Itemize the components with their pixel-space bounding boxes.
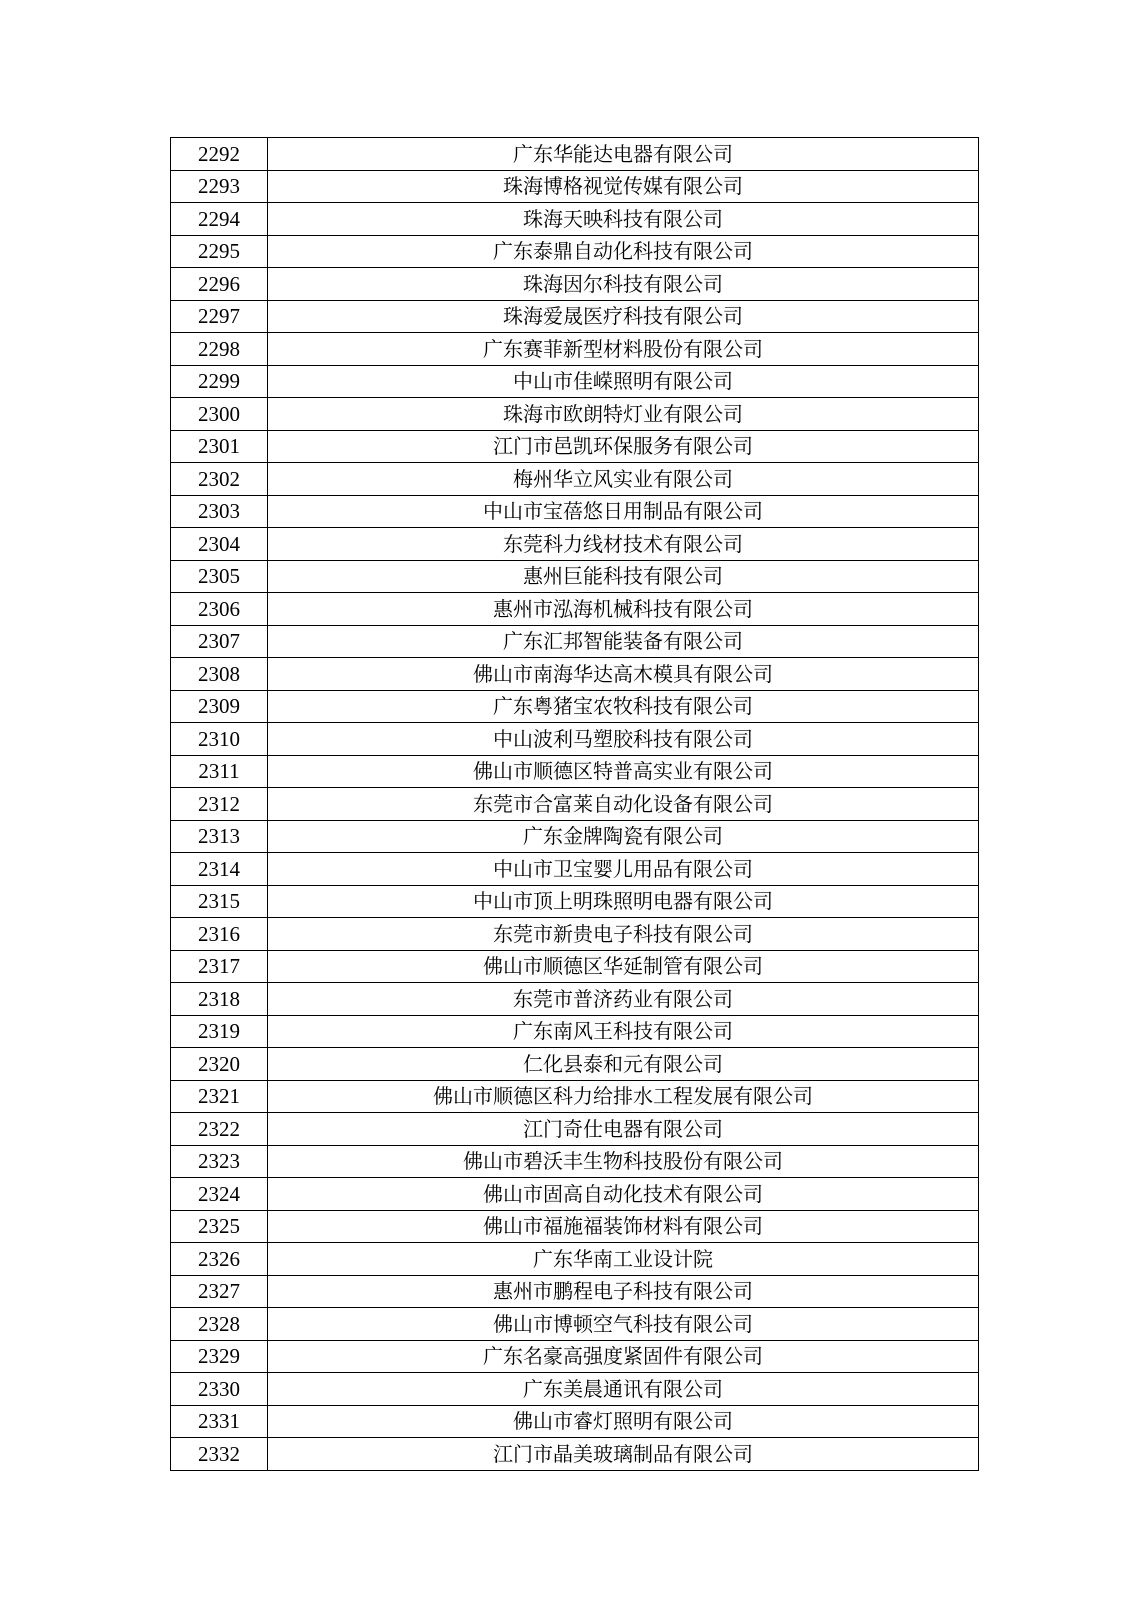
table-row [171, 1308, 979, 1341]
company-name-cell: 东莞市新贵电子科技有限公司 [268, 918, 979, 951]
company-name-cell: 江门奇仕电器有限公司 [268, 1113, 979, 1146]
company-name-cell: 珠海因尔科技有限公司 [268, 268, 979, 301]
company-name-cell: 广东南风王科技有限公司 [268, 1015, 979, 1048]
company-name-cell: 惠州巨能科技有限公司 [268, 560, 979, 593]
table-row [171, 333, 979, 366]
company-name-cell: 佛山市固高自动化技术有限公司 [268, 1178, 979, 1211]
company-name-cell: 广东美晨通讯有限公司 [268, 1373, 979, 1406]
company-name-cell: 佛山市顺德区特普高实业有限公司 [268, 755, 979, 788]
row-number-cell: 2294 [171, 203, 268, 236]
company-name-cell: 江门市晶美玻璃制品有限公司 [268, 1438, 979, 1471]
table-row [171, 560, 979, 593]
company-name-cell: 中山波利马塑胶科技有限公司 [268, 723, 979, 756]
table-row [171, 658, 979, 691]
table-row [171, 820, 979, 853]
company-name-cell: 东莞科力线材技术有限公司 [268, 528, 979, 561]
table-row [171, 1438, 979, 1471]
row-number-cell: 2306 [171, 593, 268, 626]
table-row [171, 950, 979, 983]
company-name-cell: 中山市卫宝婴儿用品有限公司 [268, 853, 979, 886]
row-number-cell: 2317 [171, 950, 268, 983]
company-name-cell: 珠海天映科技有限公司 [268, 203, 979, 236]
table-row [171, 1015, 979, 1048]
company-name-cell: 中山市宝蓓悠日用制品有限公司 [268, 495, 979, 528]
table-row [171, 690, 979, 723]
company-name-cell: 珠海博格视觉传媒有限公司 [268, 170, 979, 203]
row-number-cell: 2332 [171, 1438, 268, 1471]
company-name-cell: 中山市佳嵘照明有限公司 [268, 365, 979, 398]
row-number-cell: 2331 [171, 1405, 268, 1438]
table-row [171, 723, 979, 756]
row-number-cell: 2329 [171, 1340, 268, 1373]
row-number-cell: 2307 [171, 625, 268, 658]
table-row [171, 365, 979, 398]
row-number-cell: 2322 [171, 1113, 268, 1146]
row-number-cell: 2315 [171, 885, 268, 918]
row-number-cell: 2298 [171, 333, 268, 366]
company-name-cell: 东莞市普济药业有限公司 [268, 983, 979, 1016]
company-name-cell: 惠州市鹏程电子科技有限公司 [268, 1275, 979, 1308]
table-row [171, 430, 979, 463]
table-row [171, 1243, 979, 1276]
table-row [171, 235, 979, 268]
row-number-cell: 2305 [171, 560, 268, 593]
company-name-cell: 广东赛菲新型材料股份有限公司 [268, 333, 979, 366]
table-row [171, 788, 979, 821]
row-number-cell: 2330 [171, 1373, 268, 1406]
row-number-cell: 2311 [171, 755, 268, 788]
table-row [171, 1210, 979, 1243]
company-name-cell: 珠海爱晟医疗科技有限公司 [268, 300, 979, 333]
row-number-cell: 2328 [171, 1308, 268, 1341]
company-name-cell: 江门市邑凯环保服务有限公司 [268, 430, 979, 463]
table-row [171, 1405, 979, 1438]
table-row [171, 528, 979, 561]
table-row [171, 1340, 979, 1373]
company-name-cell: 广东泰鼎自动化科技有限公司 [268, 235, 979, 268]
row-number-cell: 2292 [171, 138, 268, 171]
row-number-cell: 2297 [171, 300, 268, 333]
company-list-table [170, 137, 979, 1471]
table-row [171, 1178, 979, 1211]
table-row [171, 300, 979, 333]
row-number-cell: 2318 [171, 983, 268, 1016]
table-row [171, 268, 979, 301]
row-number-cell: 2321 [171, 1080, 268, 1113]
table-row [171, 170, 979, 203]
table-row [171, 203, 979, 236]
company-name-cell: 广东华能达电器有限公司 [268, 138, 979, 171]
company-name-cell: 佛山市睿灯照明有限公司 [268, 1405, 979, 1438]
row-number-cell: 2296 [171, 268, 268, 301]
row-number-cell: 2312 [171, 788, 268, 821]
table-row [171, 1080, 979, 1113]
company-name-cell: 珠海市欧朗特灯业有限公司 [268, 398, 979, 431]
company-name-cell: 佛山市顺德区华延制管有限公司 [268, 950, 979, 983]
row-number-cell: 2314 [171, 853, 268, 886]
company-name-cell: 广东华南工业设计院 [268, 1243, 979, 1276]
table-row [171, 1275, 979, 1308]
row-number-cell: 2309 [171, 690, 268, 723]
row-number-cell: 2308 [171, 658, 268, 691]
table-row [171, 1113, 979, 1146]
row-number-cell: 2293 [171, 170, 268, 203]
company-name-cell: 佛山市南海华达高木模具有限公司 [268, 658, 979, 691]
row-number-cell: 2310 [171, 723, 268, 756]
row-number-cell: 2320 [171, 1048, 268, 1081]
table-row [171, 1048, 979, 1081]
company-name-cell: 中山市顶上明珠照明电器有限公司 [268, 885, 979, 918]
company-name-cell: 广东金牌陶瓷有限公司 [268, 820, 979, 853]
row-number-cell: 2313 [171, 820, 268, 853]
row-number-cell: 2326 [171, 1243, 268, 1276]
table-row [171, 463, 979, 496]
table-row [171, 755, 979, 788]
table-row [171, 625, 979, 658]
table-row [171, 983, 979, 1016]
company-name-cell: 广东汇邦智能装备有限公司 [268, 625, 979, 658]
company-name-cell: 佛山市博顿空气科技有限公司 [268, 1308, 979, 1341]
table-row [171, 918, 979, 951]
row-number-cell: 2316 [171, 918, 268, 951]
table-row [171, 1373, 979, 1406]
row-number-cell: 2295 [171, 235, 268, 268]
company-name-cell: 惠州市泓海机械科技有限公司 [268, 593, 979, 626]
table-row [171, 1145, 979, 1178]
company-name-cell: 佛山市顺德区科力给排水工程发展有限公司 [268, 1080, 979, 1113]
row-number-cell: 2303 [171, 495, 268, 528]
row-number-cell: 2302 [171, 463, 268, 496]
row-number-cell: 2327 [171, 1275, 268, 1308]
table-row [171, 885, 979, 918]
row-number-cell: 2299 [171, 365, 268, 398]
table-row [171, 138, 979, 171]
company-name-cell: 佛山市碧沃丰生物科技股份有限公司 [268, 1145, 979, 1178]
row-number-cell: 2304 [171, 528, 268, 561]
company-name-cell: 广东粤猪宝农牧科技有限公司 [268, 690, 979, 723]
table-row [171, 398, 979, 431]
row-number-cell: 2325 [171, 1210, 268, 1243]
row-number-cell: 2300 [171, 398, 268, 431]
row-number-cell: 2301 [171, 430, 268, 463]
company-name-cell: 佛山市福施福装饰材料有限公司 [268, 1210, 979, 1243]
company-name-cell: 广东名豪高强度紧固件有限公司 [268, 1340, 979, 1373]
company-name-cell: 梅州华立风实业有限公司 [268, 463, 979, 496]
table-row [171, 853, 979, 886]
table-body [171, 138, 979, 1471]
company-name-cell: 东莞市合富莱自动化设备有限公司 [268, 788, 979, 821]
row-number-cell: 2319 [171, 1015, 268, 1048]
table-row [171, 495, 979, 528]
row-number-cell: 2323 [171, 1145, 268, 1178]
row-number-cell: 2324 [171, 1178, 268, 1211]
company-name-cell: 仁化县泰和元有限公司 [268, 1048, 979, 1081]
table-row [171, 593, 979, 626]
